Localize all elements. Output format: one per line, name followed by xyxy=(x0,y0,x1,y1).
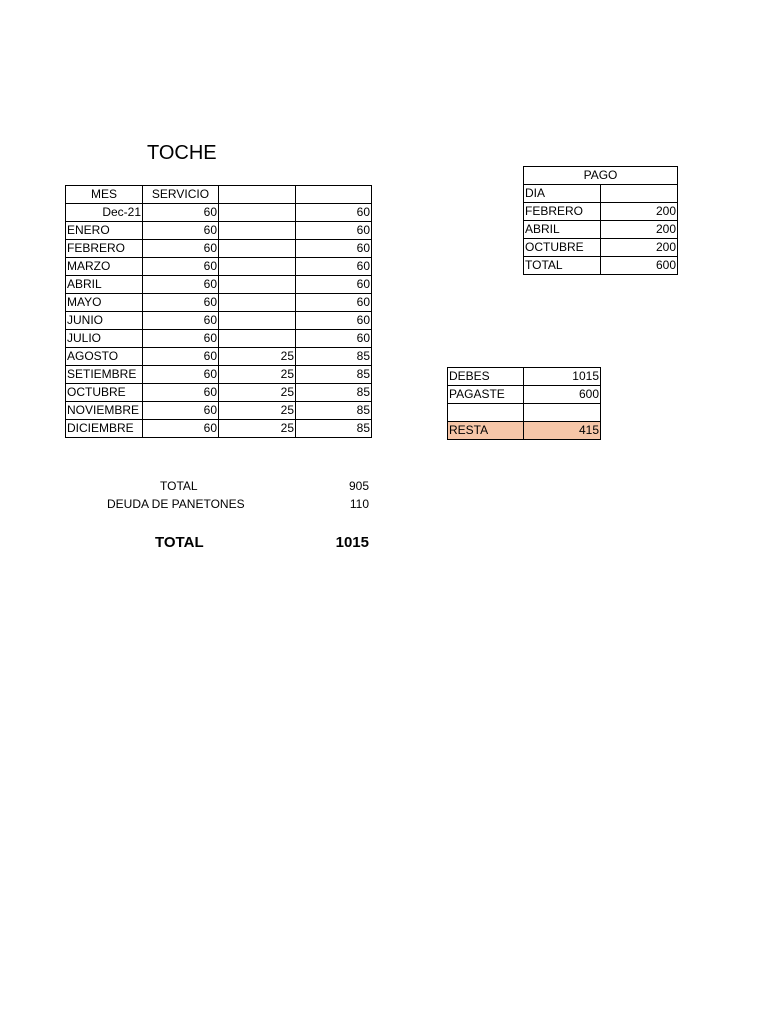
table-row xyxy=(524,239,678,257)
pago-amount[interactable]: 200 xyxy=(601,221,678,239)
cell-servicio[interactable]: 60 xyxy=(143,402,219,420)
cell-subtotal[interactable]: 60 xyxy=(296,330,372,348)
resta-value[interactable]: 415 xyxy=(524,422,601,440)
table-row xyxy=(66,240,372,258)
cell-servicio[interactable]: 60 xyxy=(143,222,219,240)
pago-header[interactable]: PAGO xyxy=(524,167,678,185)
pago-month[interactable]: FEBRERO xyxy=(524,203,601,221)
cell-month[interactable]: Dec-21 xyxy=(66,204,143,222)
pagaste-label[interactable]: PAGASTE xyxy=(448,386,524,404)
empty-cell[interactable] xyxy=(524,404,601,422)
dia-value-empty[interactable] xyxy=(601,185,678,203)
cell-extra[interactable] xyxy=(219,204,296,222)
pago-total-value[interactable]: 600 xyxy=(601,257,678,275)
cell-subtotal[interactable]: 85 xyxy=(296,420,372,438)
cell-month[interactable]: JUNIO xyxy=(66,312,143,330)
cell-servicio[interactable]: 60 xyxy=(143,366,219,384)
cell-servicio[interactable]: 60 xyxy=(143,312,219,330)
cell-servicio[interactable]: 60 xyxy=(143,384,219,402)
cell-subtotal[interactable]: 60 xyxy=(296,204,372,222)
cell-subtotal[interactable]: 60 xyxy=(296,312,372,330)
debes-label[interactable]: DEBES xyxy=(448,368,524,386)
table-row xyxy=(448,368,601,386)
cell-month[interactable]: JULIO xyxy=(66,330,143,348)
cell-subtotal[interactable]: 60 xyxy=(296,222,372,240)
cell-subtotal[interactable]: 60 xyxy=(296,294,372,312)
pago-dia-row xyxy=(524,185,678,203)
cell-extra[interactable]: 25 xyxy=(219,420,296,438)
table-row xyxy=(66,384,372,402)
cell-month[interactable]: NOVIEMBRE xyxy=(66,402,143,420)
cell-servicio[interactable]: 60 xyxy=(143,258,219,276)
table-row xyxy=(66,402,372,420)
table-row xyxy=(448,404,601,422)
cell-month[interactable]: FEBRERO xyxy=(66,240,143,258)
pago-amount[interactable]: 200 xyxy=(601,239,678,257)
cell-month[interactable]: AGOSTO xyxy=(66,348,143,366)
cell-month[interactable]: MARZO xyxy=(66,258,143,276)
table-row xyxy=(66,258,372,276)
table-row xyxy=(524,221,678,239)
pago-amount[interactable]: 200 xyxy=(601,203,678,221)
cell-subtotal[interactable]: 85 xyxy=(296,348,372,366)
cell-month[interactable]: DICIEMBRE xyxy=(66,420,143,438)
cell-extra[interactable] xyxy=(219,330,296,348)
cell-subtotal[interactable]: 85 xyxy=(296,384,372,402)
grand-total-label: TOTAL xyxy=(155,534,204,551)
cell-servicio[interactable]: 60 xyxy=(143,204,219,222)
table-row xyxy=(66,348,372,366)
cell-extra[interactable] xyxy=(219,312,296,330)
deuda-label: DEUDA DE PANETONES xyxy=(107,497,245,511)
cell-month[interactable]: ENERO xyxy=(66,222,143,240)
cell-extra[interactable] xyxy=(219,276,296,294)
debes-value[interactable]: 1015 xyxy=(524,368,601,386)
table-row xyxy=(524,203,678,221)
header-blank-3[interactable] xyxy=(219,186,296,204)
cell-servicio[interactable]: 60 xyxy=(143,348,219,366)
pago-header-row xyxy=(524,167,678,185)
cell-extra[interactable] xyxy=(219,222,296,240)
cell-subtotal[interactable]: 60 xyxy=(296,258,372,276)
resta-label[interactable]: RESTA xyxy=(448,422,524,440)
cell-extra[interactable]: 25 xyxy=(219,366,296,384)
pagaste-value[interactable]: 600 xyxy=(524,386,601,404)
cell-servicio[interactable]: 60 xyxy=(143,240,219,258)
table-row xyxy=(448,422,601,440)
pago-table xyxy=(523,166,678,275)
deuda-value: 110 xyxy=(349,497,369,511)
header-blank-4[interactable] xyxy=(296,186,372,204)
table-row xyxy=(66,312,372,330)
monthly-service-table xyxy=(65,185,372,438)
pago-month[interactable]: ABRIL xyxy=(524,221,601,239)
grand-total-value: 1015 xyxy=(335,534,369,551)
total-label: TOTAL xyxy=(160,479,198,493)
cell-servicio[interactable]: 60 xyxy=(143,276,219,294)
cell-servicio[interactable]: 60 xyxy=(143,330,219,348)
balance-table xyxy=(447,367,601,440)
sheet-title: TOCHE xyxy=(147,142,217,164)
pago-month[interactable]: OCTUBRE xyxy=(524,239,601,257)
table-row xyxy=(524,257,678,275)
cell-extra[interactable] xyxy=(219,294,296,312)
table-row xyxy=(66,222,372,240)
cell-extra[interactable]: 25 xyxy=(219,384,296,402)
cell-month[interactable]: MAYO xyxy=(66,294,143,312)
header-mes[interactable]: MES xyxy=(66,186,143,204)
cell-subtotal[interactable]: 85 xyxy=(296,402,372,420)
table-row xyxy=(66,276,372,294)
dia-label[interactable]: DIA xyxy=(524,185,601,203)
table-header-row xyxy=(66,186,372,204)
cell-servicio[interactable]: 60 xyxy=(143,420,219,438)
pago-total-label[interactable]: TOTAL xyxy=(524,257,601,275)
cell-month[interactable]: ABRIL xyxy=(66,276,143,294)
empty-cell[interactable] xyxy=(448,404,524,422)
table-row xyxy=(66,330,372,348)
cell-month[interactable]: SETIEMBRE xyxy=(66,366,143,384)
cell-extra[interactable] xyxy=(219,258,296,276)
cell-subtotal[interactable]: 85 xyxy=(296,366,372,384)
table-row xyxy=(66,366,372,384)
cell-servicio[interactable]: 60 xyxy=(143,294,219,312)
cell-subtotal[interactable]: 60 xyxy=(296,276,372,294)
header-servicio[interactable]: SERVICIO xyxy=(143,186,219,204)
cell-extra[interactable] xyxy=(219,240,296,258)
table-row xyxy=(66,420,372,438)
table-row xyxy=(448,386,601,404)
cell-month[interactable]: OCTUBRE xyxy=(66,384,143,402)
total-value: 905 xyxy=(348,479,369,493)
cell-extra[interactable]: 25 xyxy=(219,402,296,420)
table-row xyxy=(66,294,372,312)
cell-extra[interactable]: 25 xyxy=(219,348,296,366)
cell-subtotal[interactable]: 60 xyxy=(296,240,372,258)
table-row xyxy=(66,204,372,222)
